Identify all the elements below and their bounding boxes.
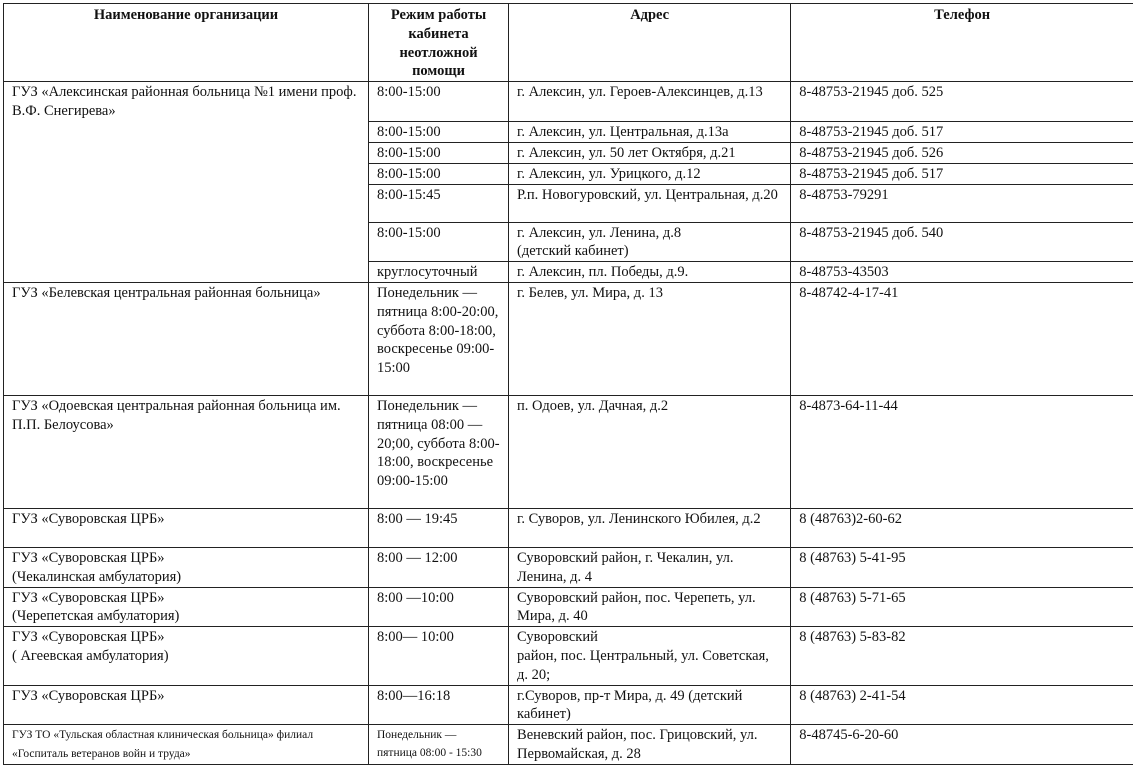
header-hours: Режим работы кабинета неотложной помощи (368, 4, 508, 82)
address-cell: г. Алексин, пл. Победы, д.9. (509, 262, 791, 283)
header-phone: Телефон (791, 4, 1133, 82)
phone-cell: 8 (48763) 5-71-65 (791, 587, 1133, 627)
address-cell: г. Алексин, ул. Ленина, д.8 (детский кабинет) (509, 222, 791, 262)
phone-cell: 8-48745-6-20-60 (791, 725, 1133, 765)
organization-cell: ГУЗ «Суворовская ЦРБ» (Черепетская амбулатория) (4, 587, 369, 627)
address-cell: г. Суворов, ул. Ленинского Юбилея, д.2 (509, 508, 791, 547)
hours-cell: 8:00-15:00 (368, 142, 508, 163)
table-row (4, 82, 1133, 122)
phone-cell: 8-48742-4-17-41 (791, 282, 1133, 395)
table-row (4, 282, 1133, 395)
phone-cell: 8 (48763) 5-41-95 (791, 547, 1133, 587)
address-cell: Суворовский район, г. Чекалин, ул. Ленина, д. 4 (509, 547, 791, 587)
organization-cell: ГУЗ ТО «Тульская областная клиническая больница» филиал «Госпиталь ветеранов войн и труда» (4, 725, 369, 765)
organization-cell: ГУЗ «Одоевская центральная районная больница им. П.П. Белоусова» (4, 395, 369, 508)
phone-cell: 8-48753-21945 доб. 517 (791, 122, 1133, 143)
hours-cell: 8:00-15:45 (368, 184, 508, 222)
phone-cell: 8 (48763)2-60-62 (791, 508, 1133, 547)
clinics-table (3, 3, 1133, 765)
phone-cell: 8-48753-79291 (791, 184, 1133, 222)
hours-cell: 8:00-15:00 (368, 122, 508, 143)
hours-cell: Понедельник — пятница 8:00-20:00, суббота 8:00-18:00, воскресенье 09:00-15:00 (368, 282, 508, 395)
phone-cell: 8-48753-21945 доб. 540 (791, 222, 1133, 262)
address-cell: п. Одоев, ул. Дачная, д.2 (509, 395, 791, 508)
address-cell: Суворовский район, пос. Центральный, ул. Советская, д. 20; (509, 627, 791, 685)
organization-cell: ГУЗ «Суворовская ЦРБ» ( Агеевская амбулатория) (4, 627, 369, 685)
table-row (4, 395, 1133, 508)
address-cell: Суворовский район, пос. Черепеть, ул. Мира, д. 40 (509, 587, 791, 627)
table-row (4, 685, 1133, 725)
table-row (4, 725, 1133, 765)
table-body (4, 82, 1133, 765)
address-cell: г. Алексин, ул. Урицкого, д.12 (509, 163, 791, 184)
hours-cell: 8:00— 10:00 (368, 627, 508, 685)
table-row (4, 547, 1133, 587)
address-cell: Р.п. Новогуровский, ул. Центральная, д.20 (509, 184, 791, 222)
hours-cell: 8:00 —10:00 (368, 587, 508, 627)
table-row (4, 508, 1133, 547)
header-row (4, 4, 1133, 82)
table-row (4, 627, 1133, 685)
hours-cell: Понедельник — пятница 08:00 — 20;00, суббота 8:00-18:00, воскресенье 09:00-15:00 (368, 395, 508, 508)
address-cell: Веневский район, пос. Грицовский, ул. Первомайская, д. 28 (509, 725, 791, 765)
address-cell: г. Алексин, ул. Героев-Алексинцев, д.13 (509, 82, 791, 122)
hours-cell: 8:00 — 12:00 (368, 547, 508, 587)
hours-cell: 8:00—16:18 (368, 685, 508, 725)
phone-cell: 8 (48763) 5-83-82 (791, 627, 1133, 685)
address-cell: г. Алексин, ул. 50 лет Октября, д.21 (509, 142, 791, 163)
organization-cell: ГУЗ «Белевская центральная районная больница» (4, 282, 369, 395)
hours-cell: круглосуточный (368, 262, 508, 283)
phone-cell: 8-48753-21945 доб. 517 (791, 163, 1133, 184)
phone-cell: 8-48753-21945 доб. 526 (791, 142, 1133, 163)
hours-cell: 8:00-15:00 (368, 163, 508, 184)
phone-cell: 8-4873-64-11-44 (791, 395, 1133, 508)
table-row (4, 587, 1133, 627)
hours-cell: 8:00 — 19:45 (368, 508, 508, 547)
hours-cell: 8:00-15:00 (368, 222, 508, 262)
address-cell: г. Алексин, ул. Центральная, д.13а (509, 122, 791, 143)
header-organization: Наименование организации (4, 4, 369, 82)
hours-cell: 8:00-15:00 (368, 82, 508, 122)
header-address: Адрес (509, 4, 791, 82)
phone-cell: 8 (48763) 2-41-54 (791, 685, 1133, 725)
organization-cell: ГУЗ «Суворовская ЦРБ» (4, 685, 369, 725)
address-cell: г. Белев, ул. Мира, д. 13 (509, 282, 791, 395)
organization-cell: ГУЗ «Суворовская ЦРБ» (Чекалинская амбулатория) (4, 547, 369, 587)
hours-cell: Понедельник — пятница 08:00 - 15:30 (368, 725, 508, 765)
phone-cell: 8-48753-21945 доб. 525 (791, 82, 1133, 122)
phone-cell: 8-48753-43503 (791, 262, 1133, 283)
organization-cell: ГУЗ «Суворовская ЦРБ» (4, 508, 369, 547)
address-cell: г.Суворов, пр-т Мира, д. 49 (детский кабинет) (509, 685, 791, 725)
organization-cell: ГУЗ «Алексинская районная больница №1 имени проф. В.Ф. Снегирева» (4, 82, 369, 283)
